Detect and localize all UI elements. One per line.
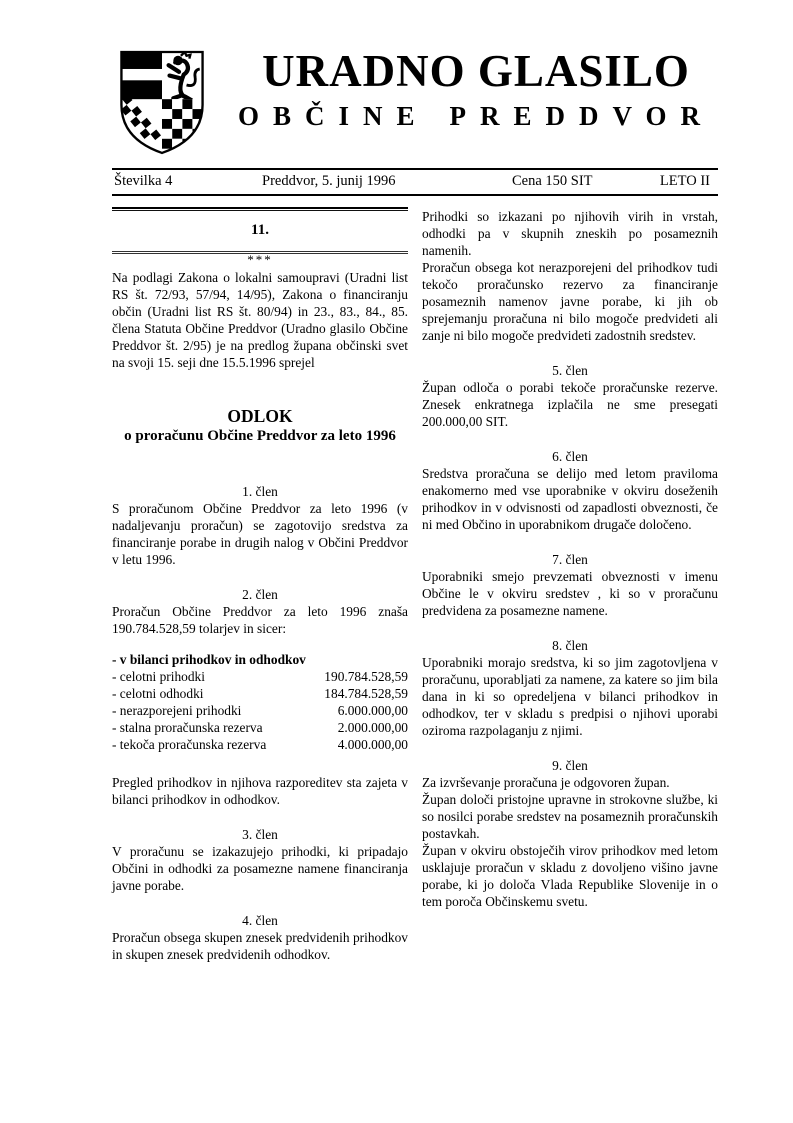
article-9-text-3: Župan v okviru obstoječih virov prihodkov med letom usklajuje proračun v skladu z dovoljeno višino javne porabe, ki jo določa Vlada Republike Slovenije in o tem poroča Občinskemu svetu. bbox=[422, 843, 718, 909]
act-number: 11. bbox=[251, 222, 269, 238]
article-2-text-2: Pregled prihodkov in njihova razporeditev sta zajeta v bilanci prihodkov in odhodkov. bbox=[112, 775, 408, 807]
issue-price: Cena 150 SIT bbox=[512, 173, 593, 189]
issue-info-bar bbox=[112, 168, 718, 196]
balance-row-value: 2.000.000,00 bbox=[337, 720, 408, 735]
article-4-heading: 4. člen bbox=[242, 913, 278, 928]
balance-row bbox=[112, 668, 408, 685]
issue-number: Številka 4 bbox=[114, 173, 173, 189]
masthead bbox=[112, 46, 718, 158]
article-7-text: Uporabniki smejo prevzemati obveznosti v imenu Občine le v okviru sredstev , ki so v proračunu predvidena za posamezne namene. bbox=[422, 569, 718, 618]
issue-year: LETO II bbox=[659, 173, 710, 189]
gazette-subtitle-word-2: PREDDVOR bbox=[449, 101, 714, 132]
balance-row-value: 184.784.528,59 bbox=[324, 686, 408, 701]
article-8-text: Uporabniki morajo sredstva, ki so jim zagotovljena v proračunu, uporabljati za namene, za katere so jim bila dana in ki so opredeljena v bilanci prihodkov in odhodkov, ter v skladu s predpisi o njihovi uporabi oziroma razpolaganju z njimi. bbox=[422, 655, 718, 738]
balance-row bbox=[112, 736, 408, 753]
balance-section-heading: - v bilanci prihodkov in odhodkov bbox=[112, 652, 306, 667]
issue-date: Preddvor, 5. junij 1996 bbox=[262, 173, 396, 189]
balance-row bbox=[112, 702, 408, 719]
balance-row bbox=[112, 685, 408, 702]
article-2-text: Proračun Občine Preddvor za leto 1996 znaša 190.784.528,59 tolarjev in sicer: bbox=[112, 604, 408, 636]
gazette-subtitle bbox=[234, 101, 718, 132]
article-8-heading: 8. člen bbox=[552, 638, 588, 653]
balance-row-label: - celotni odhodki bbox=[112, 686, 204, 701]
article-6-heading: 6. člen bbox=[552, 449, 588, 464]
article-3-text: V proračunu se izakazujejo prihodki, ki pripadajo Občini in odhodki za posamezne namene financiranja javne porabe. bbox=[112, 844, 408, 893]
balance-row-label: - celotni prihodki bbox=[112, 669, 205, 684]
balance-row bbox=[112, 719, 408, 736]
balance-row-label: - nerazporejeni prihodki bbox=[112, 703, 242, 718]
section-rule-top bbox=[112, 207, 408, 211]
article-9-text-1: Za izvrševanje proračuna je odgovoren župan. bbox=[422, 775, 670, 790]
balance-row-value: 4.000.000,00 bbox=[337, 737, 408, 752]
gazette-subtitle-word-1: OBČINE bbox=[238, 101, 429, 132]
balance-row-label: - tekoča proračunska rezerva bbox=[112, 737, 267, 752]
right-column bbox=[422, 207, 718, 963]
balance-row-value: 190.784.528,59 bbox=[324, 669, 408, 684]
checky-quarter bbox=[162, 99, 203, 149]
article-5-text: Župan odloča o porabi tekoče proračunske rezerve. Znesek enkratnega izplačila ne sme presegati 200.000,00 SIT. bbox=[422, 380, 718, 429]
article-5-heading: 5. člen bbox=[552, 363, 588, 378]
gazette-title: URADNO GLASILO bbox=[262, 46, 690, 96]
left-column bbox=[112, 207, 408, 963]
two-column-body bbox=[112, 207, 718, 963]
stars-separator: *** bbox=[247, 252, 273, 267]
balance-row-label: - stalna proračunska rezerva bbox=[112, 720, 263, 735]
article-9-text-2: Župan določi pristojne upravne in strokovne službe, ki so nosilci porabe sredstev na posameznih proračunskih postavkah. bbox=[422, 792, 718, 841]
article-1-heading: 1. člen bbox=[242, 484, 278, 499]
article-4-text-3: Proračun obsega kot nerazporejeni del prihodkov tudi tekočo proračunsko rezervo za financiranje posameznih namenov javne porabe, ki jih ob sprejemanju proračuna ni bilo mogoče predvideti ali zanje ni bilo mogoče predvideti zadostnih sredstev. bbox=[422, 260, 718, 343]
article-3-heading: 3. člen bbox=[242, 827, 278, 842]
decree-title: ODLOK bbox=[227, 406, 293, 426]
decree-subtitle: o proračunu Občine Preddvor za leto 1996 bbox=[124, 428, 396, 444]
article-7-heading: 7. člen bbox=[552, 552, 588, 567]
municipal-coat-of-arms-icon bbox=[112, 46, 212, 158]
preamble-paragraph: Na podlagi Zakona o lokalni samoupravi (Uradni list RS št. 72/93, 57/94, 14/95), Zakona o financiranju občin (Uradni list RS št. 80/94) in 23., 83., 84., 85. člena Statuta Občine Preddvor (Uradno glasilo Občine Preddvor št. 2/95) je na predlog župana občinski svet na svoji 15. seji dne 15.5.1996 sprejel bbox=[112, 270, 408, 370]
article-6-text: Sredstva proračuna se delijo med letom praviloma enakomerno med vse uporabnike v okviru doseženih prihodkov in v odvisnosti od zapadlosti obveznosti, če ni med Občino in uporabnikom drugače določeno. bbox=[422, 466, 718, 532]
balance-row-value: 6.000.000,00 bbox=[337, 703, 408, 718]
article-4-text: Proračun obsega skupen znesek predvidenih prihodkov in skupen znesek predvidenih odhodkov. bbox=[112, 930, 408, 962]
article-4-text-2: Prihodki so izkazani po njihovih virih in vrstah, odhodki pa v skupnih zneskih po posameznih namenih. bbox=[422, 209, 718, 258]
article-1-text: S proračunom Občine Preddvor za leto 1996 (v nadaljevanju proračun) se zagotovijo sredstva za financiranje porabe in drugih nalog v Občini Preddvor v letu 1996. bbox=[112, 501, 408, 567]
masthead-titles bbox=[234, 46, 718, 132]
article-2-heading: 2. člen bbox=[242, 587, 278, 602]
article-9-heading: 9. člen bbox=[552, 758, 588, 773]
